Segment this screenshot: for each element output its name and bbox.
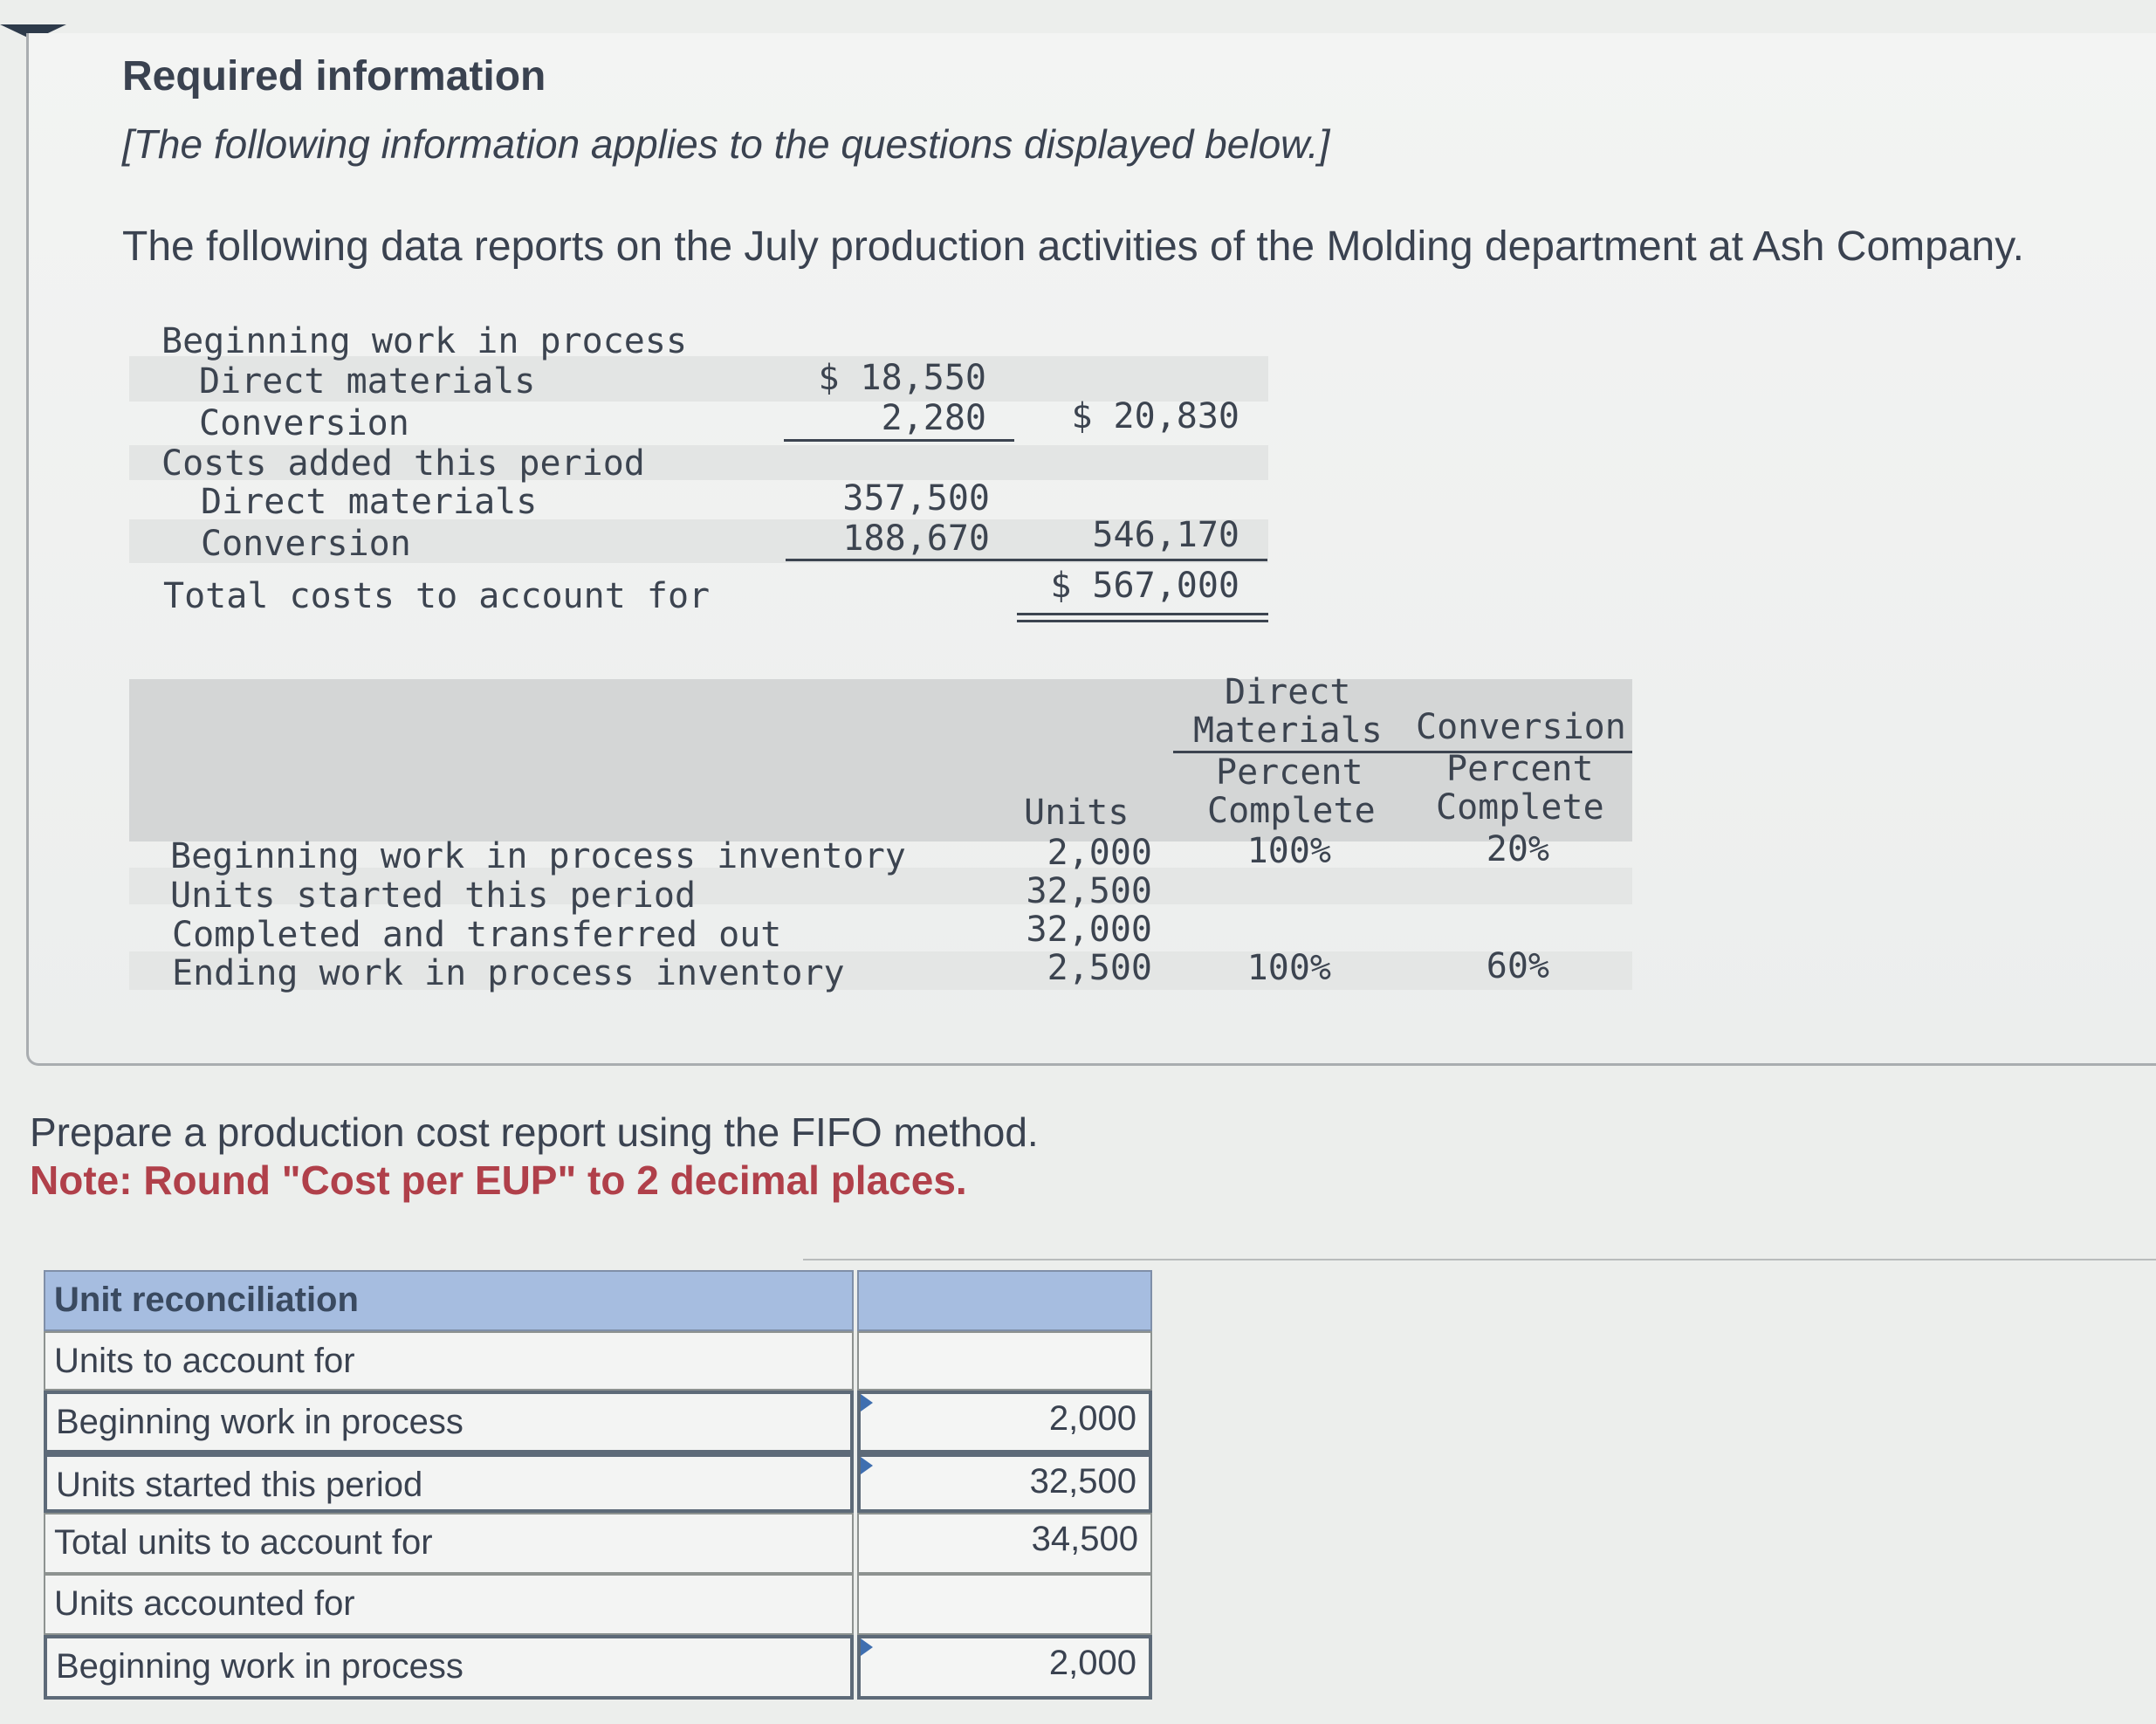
rounding-note: Note: Round "Cost per EUP" to 2 decimal places. (30, 1157, 967, 1203)
recon-row-label: Total units to account for (44, 1513, 854, 1574)
added-dm-value: 357,500 (842, 478, 990, 519)
recon-row-label[interactable]: Beginning work in process (44, 1391, 854, 1453)
units-row-label: Ending work in process inventory (172, 953, 845, 993)
units-row-conv: 20% (1486, 829, 1549, 869)
added-conversion-label: Conversion (201, 524, 411, 564)
units-row-units: 32,500 (1026, 871, 1152, 911)
recon-row-input[interactable]: 2,000 (857, 1391, 1152, 1453)
recon-header-value (857, 1270, 1152, 1331)
beginning-wip-label: Beginning work in process (161, 321, 688, 361)
units-row-dm: 100% (1246, 948, 1331, 988)
table-row (44, 1331, 1152, 1391)
units-row-label: Units started this period (170, 876, 697, 916)
beginning-dm-value: $ 18,550 (818, 358, 986, 398)
recon-row-label[interactable]: Units started this period (44, 1453, 854, 1513)
col-dm-line4: Complete (1207, 791, 1376, 831)
units-row-dm: 100% (1246, 831, 1331, 871)
total-costs-value: $ 567,000 (1050, 566, 1239, 606)
added-total-value: 546,170 (1092, 515, 1239, 555)
col-units: Units (1024, 793, 1129, 833)
recon-row-value: 34,500 (857, 1513, 1152, 1574)
recon-header-row (44, 1270, 1152, 1331)
col-conv-line1: Conversion (1416, 707, 1626, 747)
required-info-title: Required information (122, 53, 546, 100)
total-costs-label: Total costs to account for (163, 576, 711, 616)
recon-row-input[interactable]: 32,500 (857, 1453, 1152, 1513)
added-dm-label: Direct materials (201, 482, 538, 522)
beginning-total-value: $ 20,830 (1071, 396, 1239, 436)
section-divider (803, 1259, 2156, 1260)
dropdown-marker-icon (861, 1638, 873, 1656)
recon-row-value (857, 1574, 1152, 1635)
recon-row-input[interactable]: 2,000 (857, 1635, 1152, 1700)
dropdown-marker-icon (861, 1457, 873, 1474)
dropdown-marker-icon (861, 1394, 873, 1411)
recon-row-label: Units to account for (44, 1331, 854, 1391)
instruction-text: Prepare a production cost report using the FIFO method. (30, 1109, 1039, 1155)
col-dm-line3: Percent (1216, 752, 1363, 793)
col-conv-line2: Percent (1446, 749, 1594, 789)
units-row-label: Completed and transferred out (172, 915, 782, 955)
recon-header-label: Unit reconciliation (44, 1270, 854, 1331)
units-row-units: 2,500 (1047, 948, 1152, 988)
beginning-dm-label: Direct materials (199, 361, 536, 402)
recon-row-label[interactable]: Beginning work in process (44, 1635, 854, 1700)
table-row[interactable] (44, 1391, 1152, 1453)
units-row-units: 2,000 (1047, 833, 1152, 873)
table-row (44, 1574, 1152, 1635)
col-dm-line1: Direct (1225, 672, 1351, 712)
col-conv-line3: Complete (1436, 787, 1604, 828)
recon-row-value (857, 1331, 1152, 1391)
table-row[interactable] (44, 1635, 1152, 1700)
required-info-subtitle: [The following information applies to the questions displayed below.] (122, 121, 1330, 167)
units-row-units: 32,000 (1026, 910, 1152, 950)
table-row (44, 1513, 1152, 1574)
costs-added-label: Costs added this period (161, 443, 645, 484)
intro-text: The following data reports on the July production activities of the Molding department at Ash Company. (122, 223, 2024, 270)
added-conversion-value: 188,670 (842, 519, 990, 559)
beginning-conversion-value: 2,280 (881, 398, 986, 438)
units-row-label: Beginning work in process inventory (170, 836, 906, 876)
units-row-conv: 60% (1486, 946, 1549, 986)
beginning-conversion-label: Conversion (199, 403, 409, 443)
col-dm-line2: Materials (1193, 711, 1383, 751)
table-row[interactable] (44, 1453, 1152, 1513)
recon-row-label: Units accounted for (44, 1574, 854, 1635)
